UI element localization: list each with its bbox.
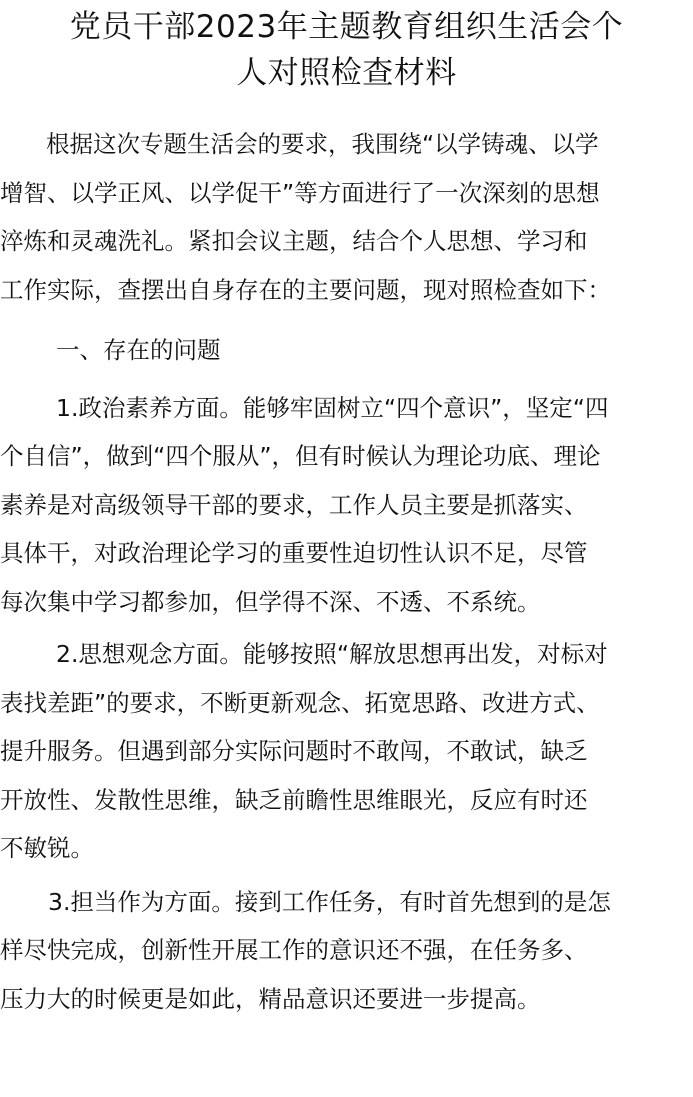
paragraph-line: 不敏锐。 — [0, 834, 94, 862]
paragraph-line: 每次集中学习都参加，但学得不深、不透、不系统。 — [0, 587, 541, 616]
paragraph-line: 1.政治素养方面。能够牢固树立“四个意识”，坚定“四 — [56, 393, 609, 422]
paragraph-line: 工作实际，查摆出自身存在的主要问题，现对照检查如下： — [0, 275, 611, 304]
paragraph-line: 提升服务。但遇到部分实际问题时不敢闯，不敢试，缺乏 — [0, 737, 588, 765]
paragraph-line: 开放性、发散性思维，缺乏前瞻性思维眼光，反应有时还 — [0, 785, 588, 814]
paragraph-line: 淬炼和灵魂洗礼。紧扣会议主题，结合个人思想、学习和 — [0, 227, 588, 255]
item-1-paragraph — [0, 390, 693, 621]
paragraph-line: 2.思想观念方面。能够按照“解放思想再出发，对标对 — [56, 640, 608, 668]
document-title — [0, 0, 693, 96]
title-line: 人对照检查材料 — [236, 55, 457, 91]
paragraph-line: 个自信”，做到“四个服从”，但有时候认为理论功底、理论 — [0, 442, 601, 470]
paragraph-line: 样尽快完成，创新性开展工作的意识还不强，在任务多、 — [0, 936, 588, 964]
title-line: 党员干部2023年主题教育组织生活会个 — [69, 9, 624, 45]
paragraph-line: 增智、以学正风、以学促干”等方面进行了一次深刻的思想 — [0, 178, 600, 207]
section-heading-text: 一、存在的问题 — [56, 336, 221, 364]
item-2-paragraph — [0, 636, 693, 867]
intro-paragraph — [0, 126, 693, 308]
paragraph-line: 素养是对高级领导干部的要求，工作人员主要是抓落实、 — [0, 490, 588, 519]
paragraph-line: 3.担当作为方面。接到工作任务，有时首先想到的是怎 — [48, 887, 611, 916]
paragraph-line: 表找差距”的要求，不断更新观念、拓宽思路、改进方式、 — [0, 688, 600, 717]
paragraph-line: 具体干，对政治理论学习的重要性迫切性认识不足，尽管 — [0, 539, 588, 567]
item-3-paragraph — [0, 884, 693, 1018]
paragraph-line: 根据这次专题生活会的要求，我围绕“以学铸魂、以学 — [46, 130, 599, 158]
paragraph-line: 压力大的时候更是如此，精品意识还要进一步提高。 — [0, 984, 541, 1013]
section-heading — [0, 332, 693, 369]
